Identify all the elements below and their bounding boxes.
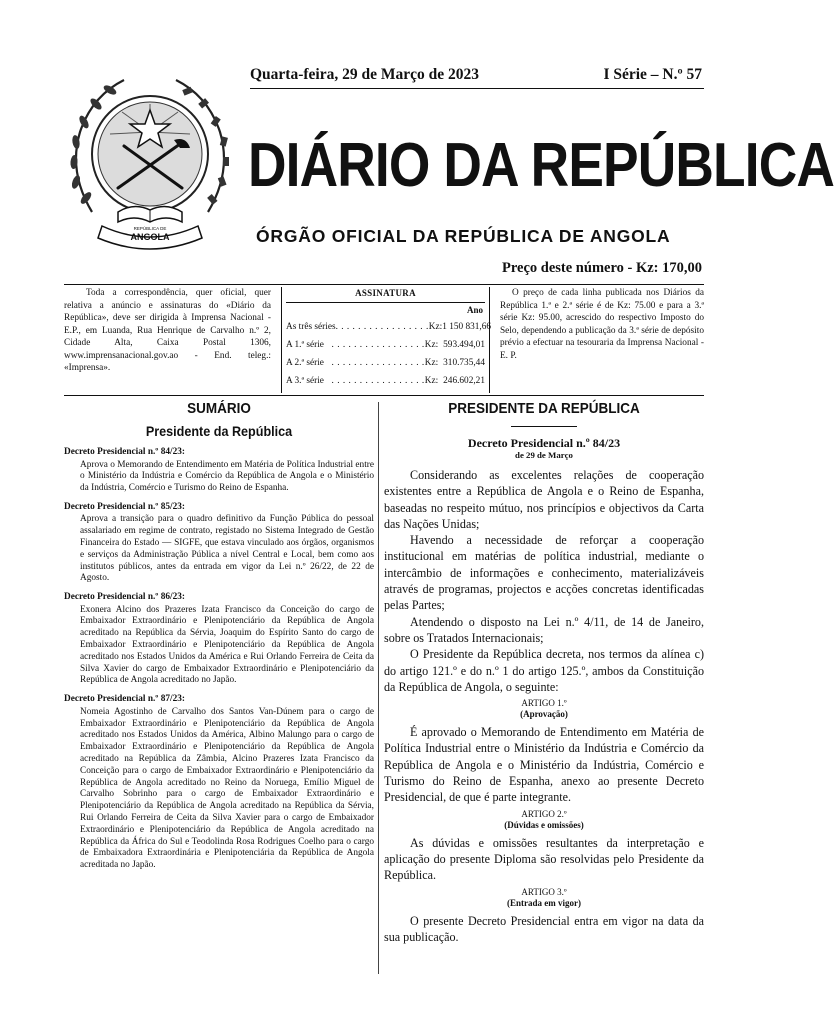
article-heading: (Dúvidas e omissões) (504, 819, 584, 830)
summary-entry (64, 693, 374, 872)
subscription-row (286, 318, 492, 336)
info-band-bottom-rule (64, 395, 704, 396)
decree-paragraph: Atendendo o disposto na Lei n.º 4/11, de 14 de Janeiro, sobre os Tratados Internacionais; (384, 614, 704, 645)
header-rule (250, 88, 704, 89)
subscription-row-currency: Kz: (428, 322, 443, 332)
subscription-row-label: A 3.ª série (286, 376, 324, 386)
summary-entry-title: Decreto Presidencial n.º 86/23: (64, 592, 185, 603)
summary-entry-body: Exonera Alcino dos Prazeres Izata Francisco da Conceição do cargo de Embaixador Extraordinário e Plenipotenciário da República de Angola acreditado na República da Sérvia, Joaquim do Espírito Santo do cargo de Embaixador Extraordinário e Plenipotenciário da República de Angola acreditado nos Estados Unidos da América e Rui Orlando Ferreira de Ceita da Silva Xavier do cargo de Embaixador Extraordinário e Plenipotenciário da República de Angola acreditado no Japão. (80, 604, 374, 686)
decree-paragraph: O Presidente da República decreta, nos termos da alínea c) do artigo 121.º e do n.º 1 do artigo 125.º, ambos da Constituição da República de Angola, o seguinte: (384, 647, 704, 694)
issue-series-number: I Série – N.º 57 (603, 66, 702, 83)
article-number: ARTIGO 2.º (521, 808, 567, 819)
article-heading: (Aprovação) (520, 709, 568, 720)
summary-entry-title: Decreto Presidencial n.º 85/23: (64, 501, 185, 512)
summary-entry (64, 501, 374, 585)
decree-title: Decreto Presidencial n.º 84/23 (467, 436, 621, 450)
summary-entry-body: Aprova o Memorando de Entendimento em Matéria de Política Industrial entre o Ministério da Indústria e Comércio da República de Angola e o Ministério da Indústria, Comércio e Turismo do Reino de Espanha. (80, 459, 374, 494)
subscription-row-value: 310.735,44 (443, 358, 485, 368)
subscription-table (281, 287, 490, 393)
article-text: As dúvidas e omissões resultantes da interpretação e aplicação do presente Diploma são resolvidas pelo Presidente da República. (384, 835, 704, 883)
subscription-row (286, 354, 485, 372)
subscription-row-currency: Kz: (424, 376, 439, 386)
info-band (64, 287, 704, 393)
svg-text:ANGOLA: ANGOLA (130, 232, 170, 242)
publication-subtitle: ÓRGÃO OFICIAL DA REPÚBLICA DE ANGOLA (256, 226, 671, 246)
subscription-year-label: Ano (466, 305, 483, 315)
subscription-caption: ASSINATURA (286, 287, 485, 303)
summary-column (64, 398, 374, 878)
section-heading: PRESIDENTE DA REPÚBLICA (448, 400, 640, 417)
summary-entry-body: Nomeia Agostinho de Carvalho dos Santos Van-Dúnem para o cargo de Embaixador Extraordinário e Plenipotenciário da República de Angola acreditado nos Estados Unidos da América, Albino Malungo para o cargo de Embaixador Extraordinário e Plenipotenciário da República de Angola acreditado na República da Zâmbia, Alcino Prazeres Izata Francisco da Conceição para o cargo de Embaixador Extraordinário e Plenipotenciário da República de Angola acreditado no Reino da Noruega, Emílio Miguel de Carvalho Sobrinho para o cargo de Embaixador Extraordinário e Plenipotenciário da República de Angola acreditado na República da Sérvia, Rui Orlando Ferreira de Ceita da Silva Xavier para o cargo de Embaixador Extraordinário e Plenipotenciário da República de Angola acreditado na República da África do Sul e Teodolinda Rosa Rodrigues Coelho para o cargo de Embaixadora Extraordinária e Plenipotenciária da República de Angola acreditada no Japão. (80, 706, 374, 871)
info-band-top-rule (64, 284, 704, 285)
summary-subheading: Presidente da República (145, 423, 293, 439)
subscription-row-leader: . . . . . . . . . . . . . . . . . (331, 340, 425, 350)
summary-heading: SUMÁRIO (187, 400, 251, 417)
subscription-row-value: 246.602,21 (443, 376, 485, 386)
decree-paragraph: Considerando as excelentes relações de cooperação existentes entre a República de Angola e o Reino de Espanha, baseadas no respeito mútuo, nos princípios e objectivos da Carta das Nações Unidas; (384, 468, 704, 531)
decree-date: de 29 de Março (515, 450, 573, 460)
subscription-row-value: 593.494,01 (443, 340, 485, 350)
issue-date: Quarta-feira, 29 de Março de 2023 (250, 66, 479, 83)
subscription-row-currency: Kz: (424, 358, 439, 368)
subscription-row-label: As três séries (286, 322, 336, 332)
correspondence-notice: Toda a correspondência, quer oficial, quer relativa a anúncio e assinaturas do «Diário da República», deve ser dirigida à Imprensa Nacional - E.P., em Luanda, Rua Henrique de Carvalho n.º 2, Cidade Alta, Caixa Postal 1306, www.imprensanacional.gov.ao - End. teleg.: «Imprensa». (64, 288, 271, 373)
subscription-row (286, 336, 485, 354)
summary-entry-body: Aprova a transição para o quadro definitivo da Função Pública do pessoal assalariado em regime de contrato, registado no Sistema Integrado de Gestão Financeira do Estado — SIGFE, que estava vinculado aos órgãos, organismos e serviços da Administração Pública a nível Central e Local, bem como aos institutos públicos, antes da entrada em vigor da Lei n.º 26/22, de 22 de Agosto. (80, 514, 374, 584)
article-heading: (Entrada em vigor) (507, 897, 581, 908)
article-text: É aprovado o Memorando de Entendimento em Matéria de Política Industrial entre o Ministério da Indústria e Comércio da República de Angola e o Ministério da Indústria, Comércio e Turismo do Reino de Espanha, anexo ao presente Decreto Presidencial, de que é parte integrante. (384, 725, 704, 805)
subscription-row-value: 1 150 831,66 (442, 322, 492, 332)
publication-title: DIÁRIO DA REPÚBLICA (248, 131, 834, 200)
summary-entry (64, 591, 374, 687)
svg-text:REPÚBLICA DE: REPÚBLICA DE (133, 226, 167, 231)
publication-pricing-notice: O preço de cada linha publicada nos Diários da República 1.ª e 2.ª série é de Kz: 75.00 e para a 3.ª série Kz: 95.00, acrescido do respectivo Imposto do Selo, dependendo a publicação da 3.ª série de depósito prévio a efectuar na tesouraria da Imprensa Nacional - E. P. (500, 288, 704, 361)
article-text: O presente Decreto Presidencial entra em vigor na data da sua publicação. (384, 913, 704, 944)
subscription-row-leader: . . . . . . . . . . . . . . . . . (331, 358, 425, 368)
section-rule (511, 426, 577, 427)
subscription-row-label: A 2.ª série (286, 358, 324, 368)
decree-column (384, 398, 704, 945)
column-divider (378, 402, 379, 974)
subscription-row-leader: . . . . . . . . . . . . . . . . . (335, 322, 429, 332)
angola-coat-of-arms-icon (62, 62, 238, 250)
subscription-row-label: A 1.ª série (286, 340, 324, 350)
subscription-row (286, 372, 485, 390)
summary-entry (64, 446, 374, 495)
subscription-row-leader: . . . . . . . . . . . . . . . . . (331, 376, 425, 386)
article-number: ARTIGO 3.º (521, 886, 567, 897)
summary-entry-title: Decreto Presidencial n.º 87/23: (64, 694, 185, 705)
issue-price: Preço deste número - Kz: 170,00 (502, 260, 702, 276)
decree-paragraph: Havendo a necessidade de reforçar a cooperação institucional em matérias de política industrial, mediante o intercâmbio de informações e conhecimento, materializáveis através de programas, projectos e acções concretas identificadas pelas Partes; (384, 533, 704, 613)
subscription-row-currency: Kz: (424, 340, 439, 350)
summary-entry-title: Decreto Presidencial n.º 84/23: (64, 447, 185, 457)
article-number: ARTIGO 1.º (521, 698, 567, 709)
